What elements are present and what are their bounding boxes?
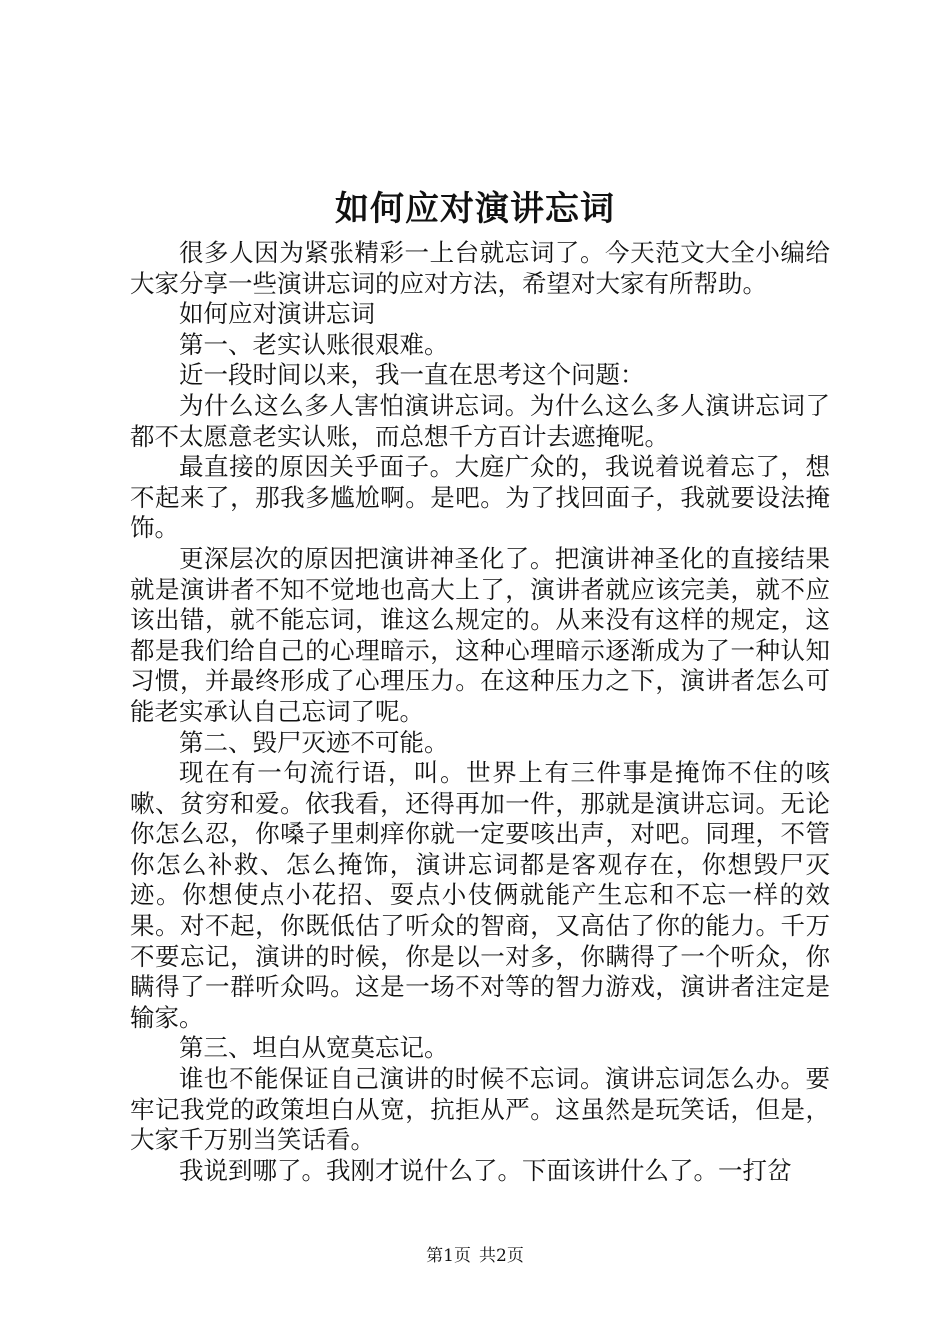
paragraph: 更深层次的原因把演讲神圣化了。把演讲神圣化的直接结果就是演讲者不知不觉地也高大上了，演讲者就应该完美，就不应该出错，就不能忘词，谁这么规定的。从来没有这样的规定，这都是我们给自己的心理暗示，这种心理暗示逐渐成为了一种认知习惯，并最终形成了心理压力。在这种压力之下，演讲者怎么可能老实承认自己忘词了呢。 — [130, 543, 830, 726]
document-title: 如何应对演讲忘词 — [335, 189, 615, 229]
paragraph-subtitle: 如何应对演讲忘词 — [179, 299, 375, 329]
paragraph-intro: 很多人因为紧张精彩一上台就忘词了。今天范文大全小编给大家分享一些演讲忘词的应对方法，希望对大家有所帮助。 — [130, 238, 830, 298]
paragraph: 我说到哪了。我刚才说什么了。下面该讲什么了。一打岔 — [179, 1155, 792, 1185]
paragraph: 最直接的原因关乎面子。大庭广众的，我说着说着忘了，想不起来了，那我多尴尬啊。是吧。为了找回面子，我就要设法掩饰。 — [130, 452, 830, 543]
paragraph: 谁也不能保证自己演讲的时候不忘词。演讲忘词怎么办。要牢记我党的政策坦白从宽，抗拒从严。这虽然是玩笑话，但是，大家千万别当笑话看。 — [130, 1064, 830, 1155]
paragraph: 为什么这么多人害怕演讲忘词。为什么这么多人演讲忘词了都不太愿意老实认账，而总想千方百计去遮掩呢。 — [130, 390, 830, 451]
section-heading-2: 第二、毁尸灭迹不可能。 — [179, 727, 449, 757]
paragraph: 近一段时间以来，我一直在思考这个问题： — [179, 360, 645, 390]
page-total: 共2页 — [479, 1246, 524, 1266]
page-number: 第1页 — [426, 1246, 471, 1266]
section-heading-1: 第一、老实认账很艰难。 — [179, 329, 449, 359]
section-heading-3: 第三、坦白从宽莫忘记。 — [179, 1033, 449, 1063]
page-footer — [0, 1244, 950, 1268]
document-body — [130, 238, 830, 1186]
paragraph: 现在有一句流行语，叫。世界上有三件事是掩饰不住的咳嗽、贫穷和爱。依我看，还得再加一件，那就是演讲忘词。无论你怎么忍，你嗓子里刺痒你就一定要咳出声，对吧。同理，不管你怎么补救、怎么掩饰，演讲忘词都是客观存在，你想毁尸灭迹。你想使点小花招、耍点小伎俩就能产生忘和不忘一样的效果。对不起，你既低估了听众的智商，又高估了你的能力。千万不要忘记，演讲的时候，你是以一对多，你瞒得了一个听众，你瞒得了一群听众吗。这是一场不对等的智力游戏，演讲者注定是输家。 — [130, 758, 830, 1032]
